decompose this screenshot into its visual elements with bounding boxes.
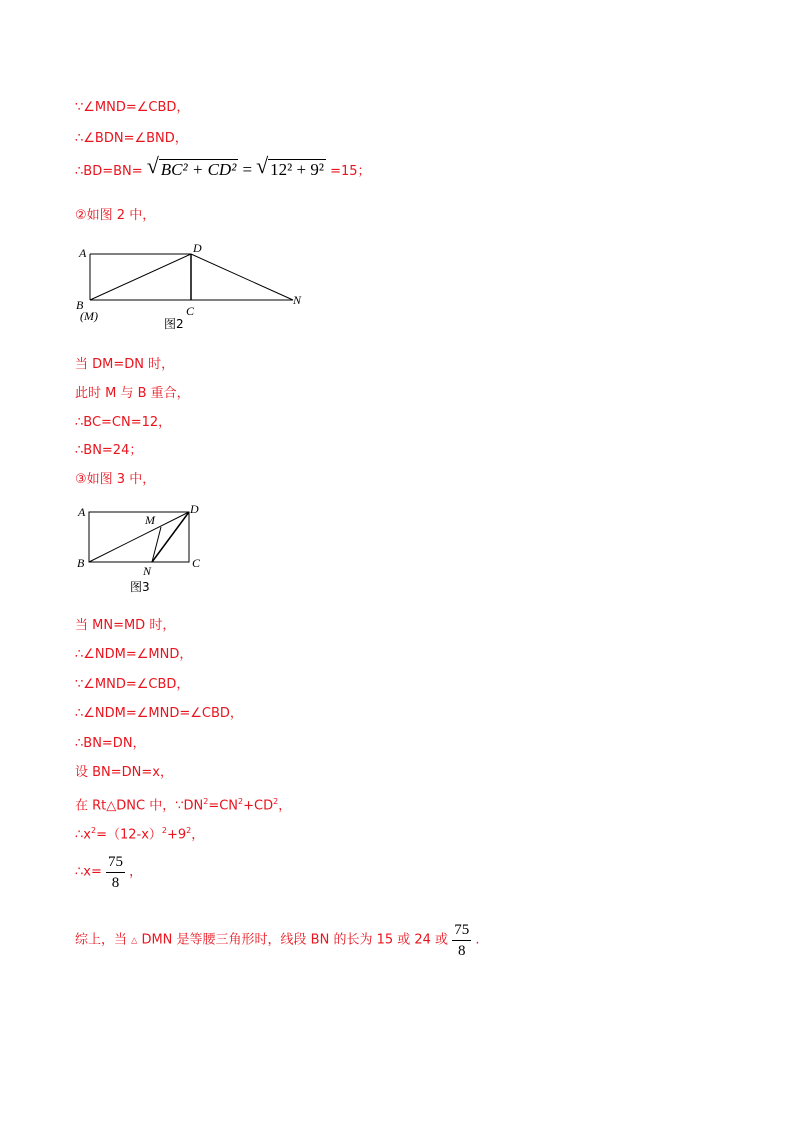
- text-line-19: [75, 922, 479, 959]
- text-line-17: [75, 823, 204, 843]
- fig3-label-c: C: [192, 556, 201, 570]
- text-segment: 在 Rt△DNC 中，∵DN: [75, 798, 204, 814]
- fig2-label-n: N: [293, 293, 302, 307]
- fraction-denominator: 8: [457, 943, 466, 959]
- text-segment: +9: [166, 827, 187, 843]
- text-segment: ，: [129, 864, 143, 880]
- fraction-numerator: 75: [106, 854, 125, 873]
- fig3-label-b: B: [77, 556, 85, 570]
- superscript: 2: [90, 826, 97, 835]
- fraction-denominator: 8: [111, 875, 120, 891]
- text-line-13: ∴∠NDM=∠MND=∠CBD，: [75, 706, 243, 721]
- text-prefix: ∴BD=BN=: [75, 164, 143, 179]
- fig3-label-m: M: [145, 513, 155, 527]
- fig2-caption: 图2: [164, 317, 184, 331]
- sqrt-expression-2: √ 12² + 9²: [256, 153, 324, 179]
- text-line-7: ∴BC=CN=12，: [75, 415, 172, 430]
- text-segment: .: [475, 932, 480, 948]
- equals-sign: =: [242, 160, 253, 179]
- superscript: 2: [186, 826, 192, 835]
- text-line-1: ∵∠MND=∠CBD，: [75, 100, 190, 115]
- text-line-3: [75, 153, 371, 180]
- fig3-label-d: D: [190, 502, 199, 516]
- superscript: 2: [238, 797, 244, 806]
- sqrt-expression-1: √ BC² + CD²: [146, 153, 237, 179]
- superscript: 2: [161, 826, 167, 835]
- figure-2: [72, 240, 317, 335]
- superscript: 2: [273, 797, 279, 806]
- text-line-16: [75, 794, 291, 814]
- text-line-5: 当 DM=DN 时，: [75, 357, 175, 372]
- text-segment: DMN 是等腰三角形时，线段 BN 的长为 15 或 24 或: [141, 932, 449, 948]
- text-segment: +CD: [243, 798, 274, 814]
- text-segment: ∴x: [75, 827, 91, 843]
- fraction-75-over-8: [106, 854, 125, 891]
- text-line-10: 当 MN=MD 时，: [75, 618, 176, 633]
- fig2-label-c: C: [186, 304, 195, 318]
- text-line-9: ③如图 3 中，: [75, 472, 156, 487]
- fig3-label-n: N: [143, 564, 152, 578]
- text-suffix: =15；: [330, 164, 371, 179]
- text-line-15: 设 BN=DN=x，: [75, 765, 173, 780]
- text-line-6: 此时 M 与 B 重合，: [75, 386, 190, 401]
- fig2-label-a: A: [79, 246, 87, 260]
- fig2-label-b: B: [76, 298, 84, 312]
- text-segment: ，: [278, 798, 292, 814]
- text-segment: =CN: [208, 798, 239, 814]
- triangle-symbol: △: [131, 935, 138, 945]
- text-line-2: ∴∠BDN=∠BND，: [75, 131, 188, 146]
- text-line-14: ∴BN=DN，: [75, 736, 146, 751]
- fraction-numerator: 75: [452, 922, 471, 941]
- text-segment: ∴x=: [75, 864, 102, 880]
- text-segment: ，: [191, 827, 205, 843]
- fig2-label-m: (M): [80, 309, 98, 323]
- fig3-caption: 图3: [130, 580, 150, 594]
- text-line-18: [75, 854, 142, 891]
- text-line-12: ∵∠MND=∠CBD，: [75, 677, 190, 692]
- text-segment: 综上，当: [75, 932, 128, 948]
- superscript: 2: [203, 797, 209, 806]
- fig2-label-d: D: [193, 241, 202, 255]
- text-line-11: ∴∠NDM=∠MND，: [75, 647, 193, 662]
- figure-3: [72, 500, 212, 600]
- text-line-8: ∴BN=24；: [75, 443, 143, 458]
- fraction-75-over-8-final: [452, 922, 471, 959]
- fig3-label-a: A: [78, 505, 86, 519]
- text-line-4: ②如图 2 中，: [75, 208, 156, 223]
- text-segment: =（12-x）: [96, 827, 162, 843]
